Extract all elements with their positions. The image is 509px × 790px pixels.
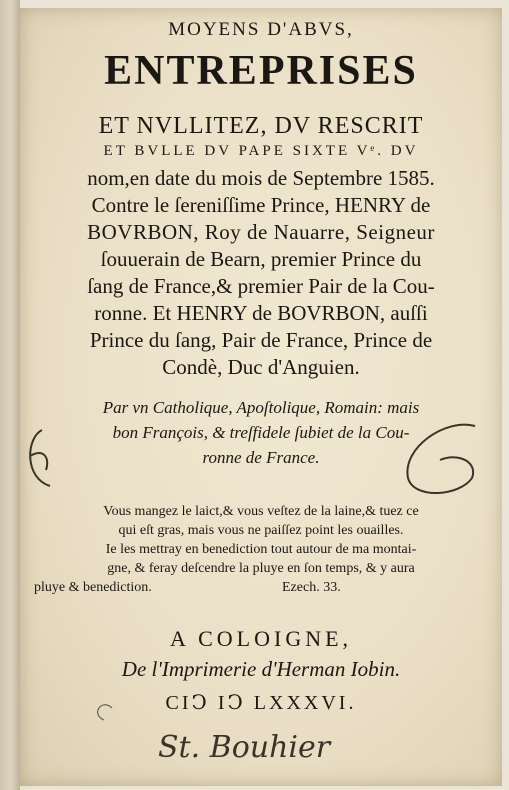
body-line-9: ſang de France,& premier Pair de la Cou-	[87, 274, 435, 298]
title-page	[20, 8, 502, 786]
margin-mark-right	[407, 425, 475, 493]
ownership-signature: St. Bouhier	[158, 730, 331, 765]
book-spine	[0, 0, 20, 790]
body-line-8: ſouuerain de Bearn, premier Prince du	[100, 247, 422, 271]
author-line-2: bon François, & treſfidele ſubiet de la Cou-	[112, 423, 410, 442]
epigraph-reference: Ezech. 33.	[282, 580, 341, 595]
imprint-printer: De l'Imprimerie d'Herman Iobin.	[121, 657, 401, 681]
epigraph-line-1: Vous mangez le laict,& vous veſtez de la laine,& tuez ce	[103, 504, 419, 519]
imprint-date: CIↃ IↃ LXXXVI.	[165, 692, 357, 714]
body-line-5: nom,en date du mois de Septembre 1585.	[87, 166, 435, 190]
body-line-7: BOVRBON, Roy de Nauarre, Seigneur	[87, 220, 435, 244]
author-line-3: ronne de France.	[202, 448, 320, 467]
margin-mark-left	[30, 430, 50, 486]
author-line-1: Par vn Catholique, Apoſtolique, Romain: mais	[102, 398, 420, 417]
body-line-12: Condè, Duc d'Anguien.	[162, 355, 360, 379]
ink-stamp-mark	[98, 705, 112, 720]
body-line-6: Contre le ſereniſſime Prince, HENRY de	[91, 193, 431, 217]
heading-entreprises: ENTREPRISES	[104, 48, 418, 94]
epigraph-line-3: Ie les mettray en benediction tout autour de ma montai-	[105, 542, 417, 557]
body-line-10: ronne. Et HENRY de BOVRBON, auſſi	[94, 301, 428, 325]
imprint-city: A COLOIGNE,	[169, 626, 353, 651]
handwritten-marks	[20, 8, 502, 786]
body-line-11: Prince du ſang, Pair de France, Prince de	[89, 328, 433, 352]
epigraph-line-2: qui eſt gras, mais vous ne paiſſez point les ouailles.	[118, 523, 404, 538]
heading-moyens: MOYENS D'ABVS,	[168, 19, 354, 40]
heading-bulle: ET BVLLE DV PAPE SIXTE Vᵉ. DV	[103, 143, 419, 159]
heading-nullitez: ET NVLLITEZ, DV RESCRIT	[98, 113, 424, 139]
epigraph-line-4: gne, & feray deſcendre la pluye en ſon temps, & y aura	[107, 561, 415, 576]
epigraph-line-5: pluye & benediction.	[34, 580, 152, 595]
